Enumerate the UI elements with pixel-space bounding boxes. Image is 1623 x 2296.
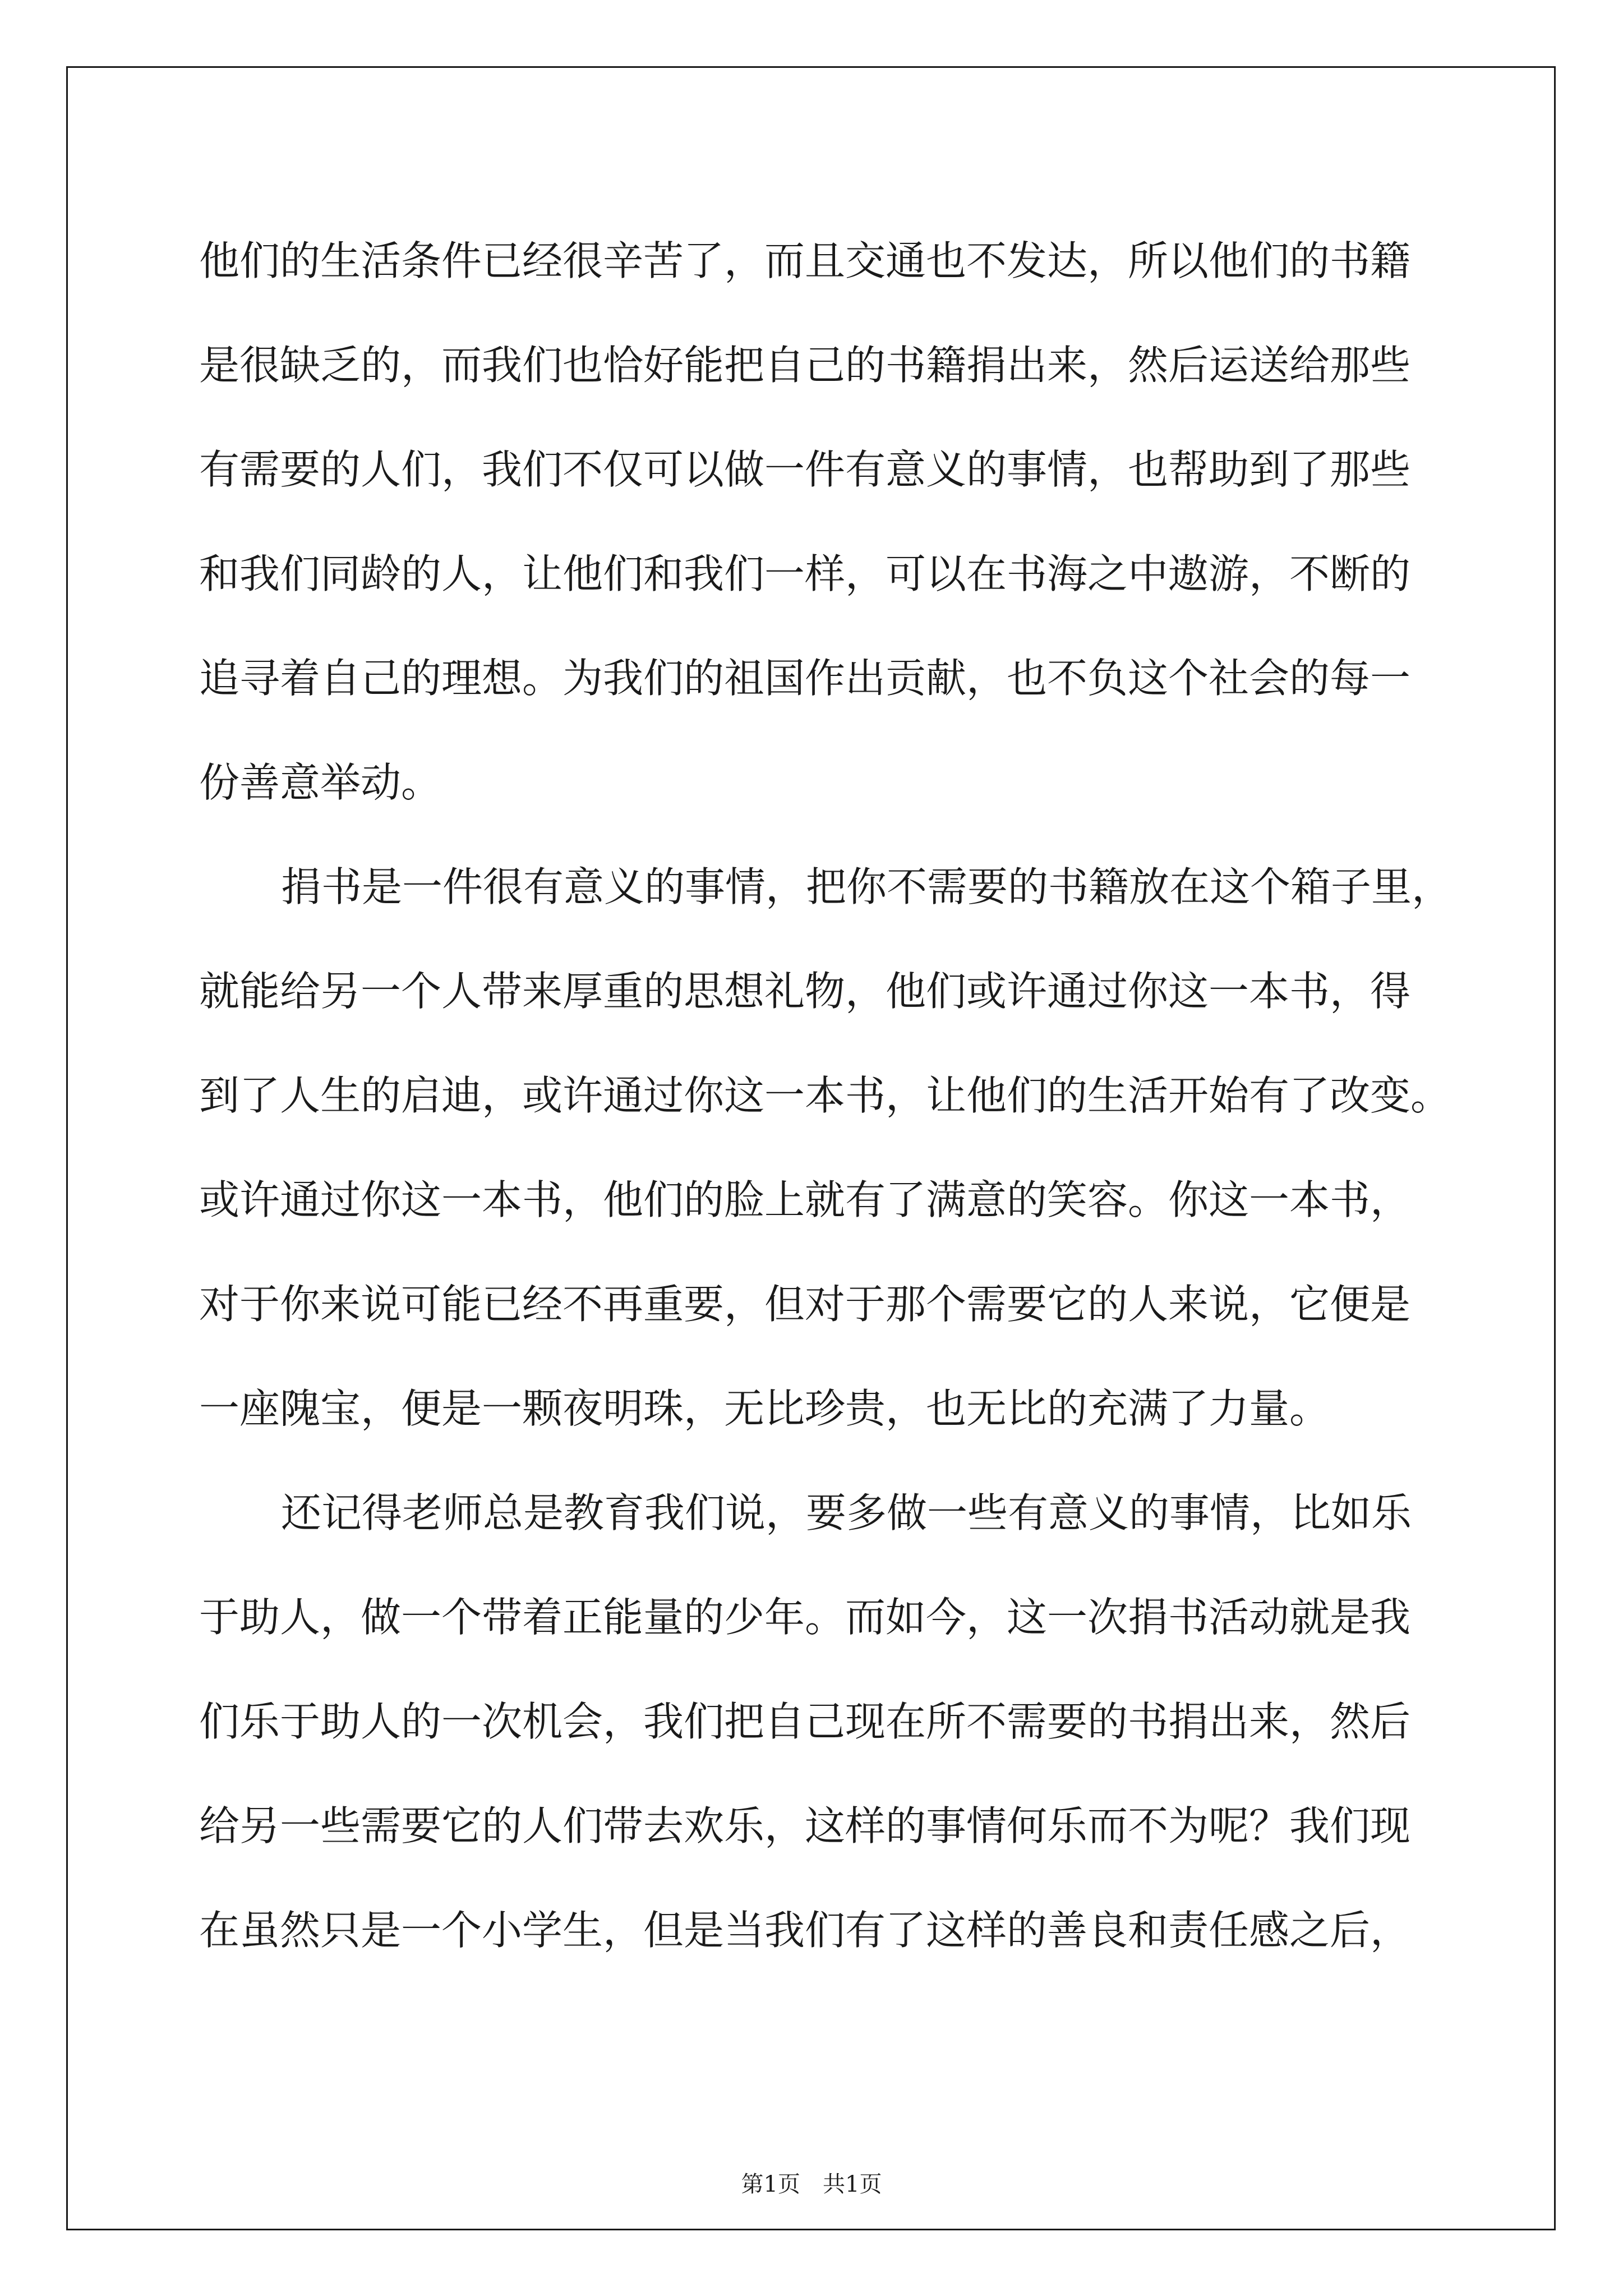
document-body — [199, 209, 1472, 1982]
text-line: 是很缺乏的，而我们也恰好能把自己的书籍捐出来，然后运送给那些 — [199, 342, 1411, 389]
text-line: 到了人生的启迪，或许通过你这一本书，让他们的生活开始有了改变。 — [199, 1072, 1451, 1119]
text-line: 一座隗宝，便是一颗夜明珠，无比珍贵，也无比的充满了力量。 — [199, 1385, 1330, 1432]
text-line: 捐书是一件很有意义的事情，把你不需要的书籍放在这个箱子里， — [281, 863, 1453, 910]
text-line: 追寻着自己的理想。为我们的祖国作出贡献，也不负这个社会的每一 — [199, 655, 1411, 702]
page-footer: 第1页 共1页 — [741, 2171, 882, 2197]
text-line: 和我们同龄的人，让他们和我们一样，可以在书海之中遨游，不断的 — [199, 550, 1411, 597]
text-line: 对于你来说可能已经不再重要，但对于那个需要它的人来说，它便是 — [199, 1281, 1411, 1328]
text-line: 于助人，做一个带着正能量的少年。而如今，这一次捐书活动就是我 — [199, 1594, 1411, 1641]
text-line: 份善意举动。 — [199, 759, 442, 806]
text-line: 给另一些需要它的人们带去欢乐，这样的事情何乐而不为呢？我们现 — [199, 1802, 1411, 1849]
text-line: 他们的生活条件已经很辛苦了，而且交通也不发达，所以他们的书籍 — [199, 237, 1411, 284]
text-line: 有需要的人们，我们不仅可以做一件有意义的事情，也帮助到了那些 — [199, 446, 1411, 493]
paragraph-2 — [199, 835, 1472, 1461]
text-line: 在虽然只是一个小学生，但是当我们有了这样的善良和责任感之后， — [199, 1907, 1411, 1954]
paragraph-1 — [199, 209, 1472, 835]
text-line: 们乐于助人的一次机会，我们把自己现在所不需要的书捐出来，然后 — [199, 1698, 1411, 1745]
paragraph-3 — [199, 1461, 1472, 1982]
text-line: 还记得老师总是教育我们说，要多做一些有意义的事情，比如乐 — [281, 1489, 1412, 1536]
text-line: 就能给另一个人带来厚重的思想礼物，他们或许通过你这一本书，得 — [199, 968, 1411, 1015]
text-line: 或许通过你这一本书，他们的脸上就有了满意的笑容。你这一本书， — [199, 1176, 1411, 1223]
